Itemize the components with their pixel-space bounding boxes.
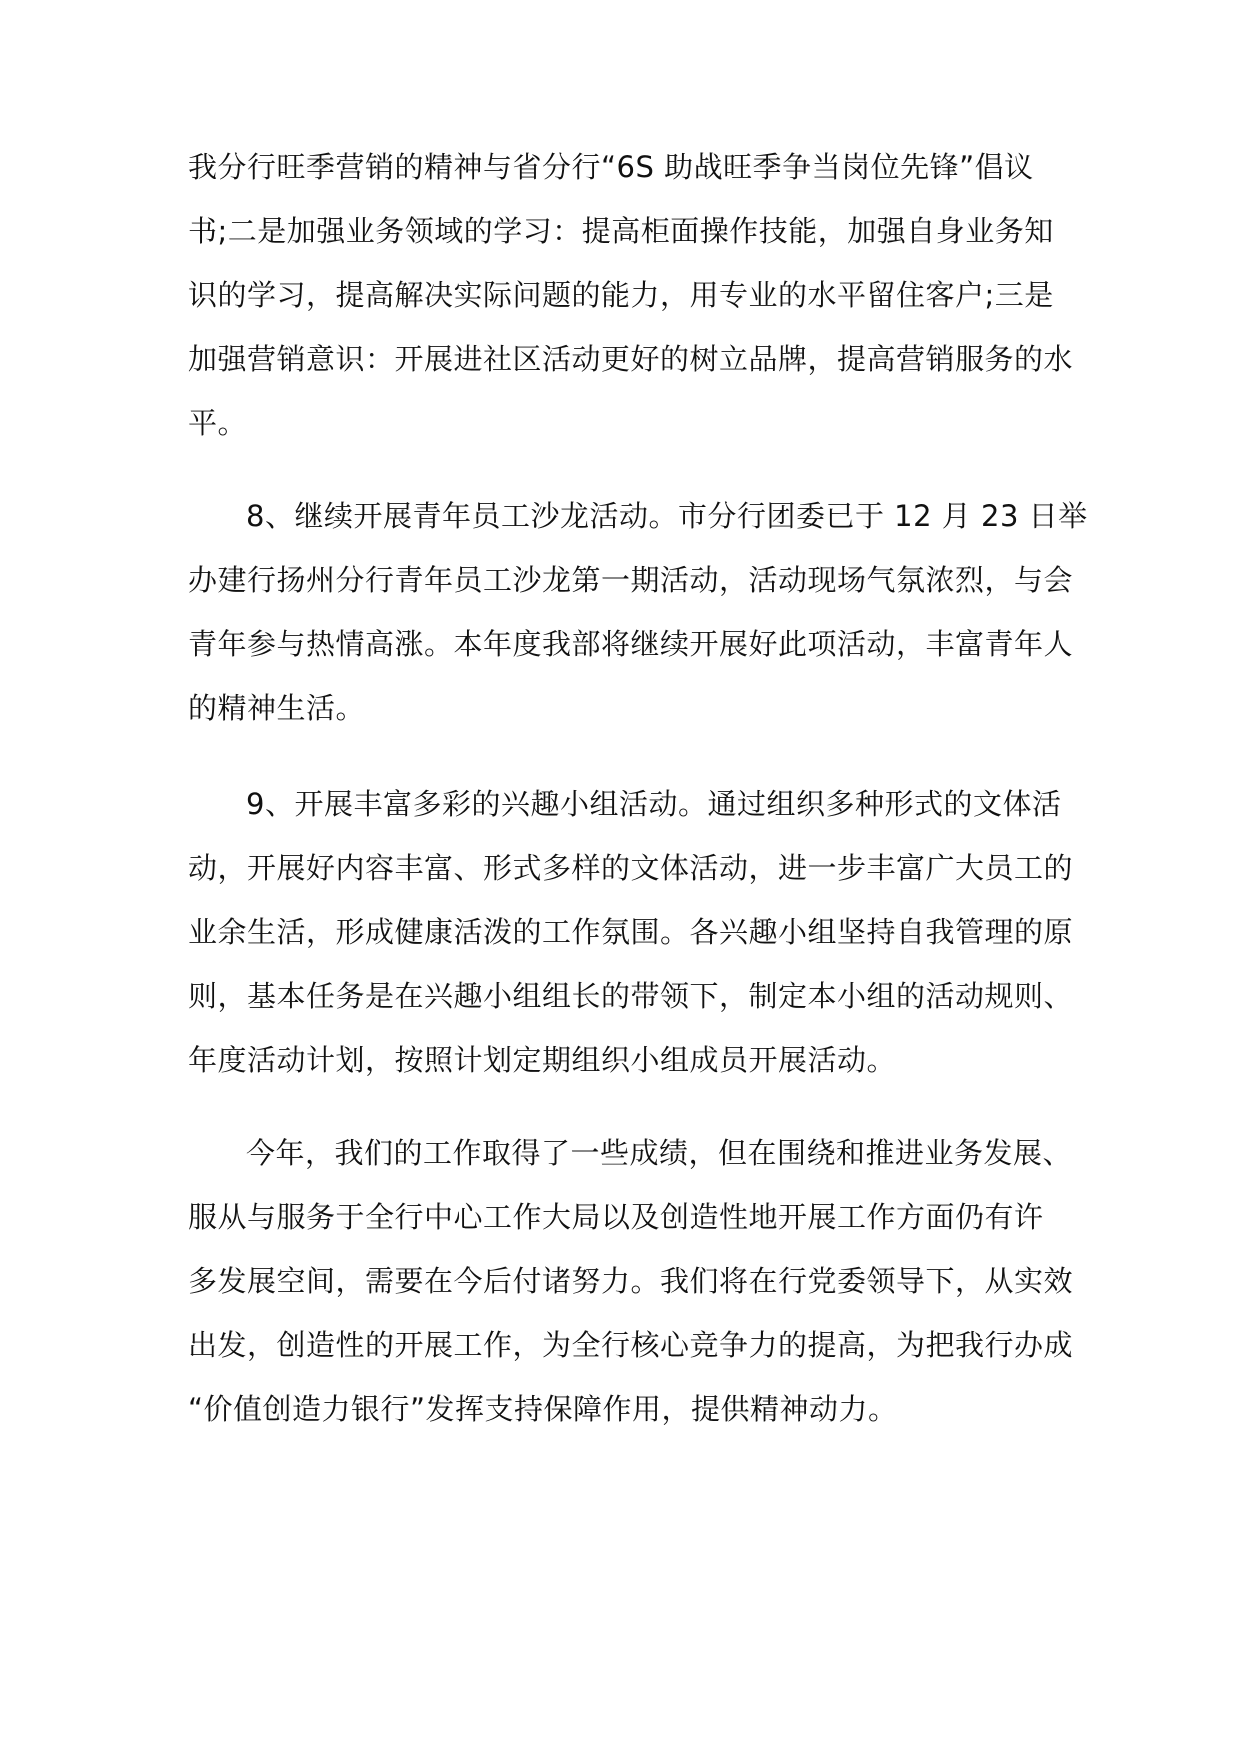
text-line: 业余生活，形成健康活泼的工作氛围。各兴趣小组坚持自我管理的原 [188, 915, 1074, 949]
text-line: 8、继续开展青年员工沙龙活动。市分行团委已于 12 月 23 日举 [246, 499, 1088, 533]
text-line: 则，基本任务是在兴趣小组组长的带领下，制定本小组的活动规则、 [188, 979, 1074, 1013]
text-line: 年度活动计划，按照计划定期组织小组成员开展活动。 [188, 1043, 897, 1077]
text-line: 的精神生活。 [188, 691, 366, 725]
text-line: 多发展空间，需要在今后付诸努力。我们将在行党委领导下，从实效 [188, 1264, 1074, 1298]
text-line: 识的学习，提高解决实际问题的能力，用专业的水平留住客户;三是 [188, 278, 1054, 312]
paragraph-item-8 [188, 484, 1088, 740]
paragraph-continued [188, 135, 1074, 455]
text-line: 我分行旺季营销的精神与省分行“6S 助战旺季争当岗位先锋”倡议 [188, 150, 1034, 184]
text-line: 服从与服务于全行中心工作大局以及创造性地开展工作方面仍有许 [188, 1200, 1044, 1234]
text-line: 加强营销意识：开展进社区活动更好的树立品牌，提高营销服务的水 [188, 342, 1074, 376]
text-line: “价值创造力银行”发挥支持保障作用，提供精神动力。 [188, 1392, 898, 1426]
paragraph-conclusion [188, 1121, 1074, 1441]
text-line: 9、开展丰富多彩的兴趣小组活动。通过组织多种形式的文体活 [246, 787, 1062, 821]
text-line: 书;二是加强业务领域的学习：提高柜面操作技能，加强自身业务知 [188, 214, 1054, 248]
text-line: 办建行扬州分行青年员工沙龙第一期活动，活动现场气氛浓烈，与会 [188, 563, 1074, 597]
text-line: 今年，我们的工作取得了一些成绩，但在围绕和推进业务发展、 [246, 1136, 1073, 1170]
text-line: 青年参与热情高涨。本年度我部将继续开展好此项活动，丰富青年人 [188, 627, 1074, 661]
text-line: 出发，创造性的开展工作，为全行核心竞争力的提高，为把我行办成 [188, 1328, 1074, 1362]
text-line: 动，开展好内容丰富、形式多样的文体活动，进一步丰富广大员工的 [188, 851, 1074, 885]
text-line: 平。 [188, 406, 248, 440]
paragraph-item-9 [188, 772, 1074, 1092]
